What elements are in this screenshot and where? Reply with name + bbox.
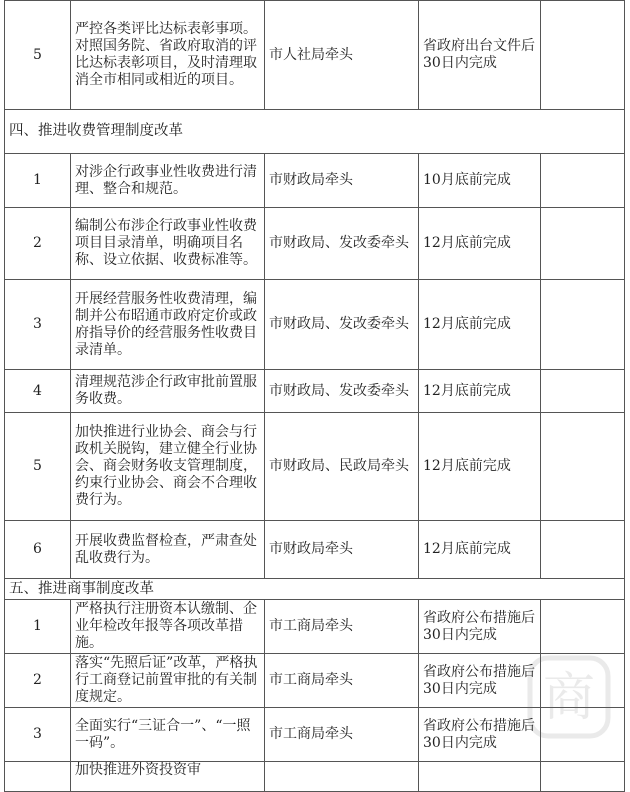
- task-description: 对涉企行政事业性收费进行清理、整合和规范。: [71, 154, 265, 208]
- note: [541, 521, 625, 579]
- note: [541, 154, 625, 208]
- task-description: 落实“先照后证”改革，严格执行工商登记前置审批的有关制度规定。: [71, 654, 265, 708]
- row-number: 1: [5, 600, 71, 654]
- note: [541, 600, 625, 654]
- deadline: 12月底前完成: [419, 280, 541, 370]
- watermark-glyph: 商: [542, 668, 596, 728]
- row-number: 5: [5, 1, 71, 110]
- note: [541, 280, 625, 370]
- note: [541, 762, 625, 792]
- section-heading-row: [5, 579, 625, 600]
- section-title: 五、推进商事制度改革: [5, 579, 625, 600]
- task-description: 严控各类评比达标表彰事项。对照国务院、省政府取消的评比达标表彰项目，及时清理取消全市相同或相近的项目。: [71, 1, 265, 110]
- row-number: 2: [5, 208, 71, 280]
- section-title: 四、推进收费管理制度改革: [5, 110, 625, 154]
- deadline: 12月底前完成: [419, 413, 541, 521]
- row-number: 3: [5, 280, 71, 370]
- table-row: [5, 1, 625, 110]
- deadline: 省政府出台文件后30日内完成: [419, 1, 541, 110]
- row-number: 1: [5, 154, 71, 208]
- table-row: [5, 370, 625, 413]
- note: [541, 208, 625, 280]
- deadline: [419, 762, 541, 792]
- lead-department: 市财政局牵头: [265, 521, 419, 579]
- note: [541, 370, 625, 413]
- lead-department: 市工商局牵头: [265, 708, 419, 762]
- task-description: 开展收费监督检查，严肃查处乱收费行为。: [71, 521, 265, 579]
- lead-department: 市财政局、发改委牵头: [265, 208, 419, 280]
- table-row: [5, 600, 625, 654]
- deadline: 省政府公布措施后30日内完成: [419, 654, 541, 708]
- table-row: [5, 280, 625, 370]
- table-row: [5, 208, 625, 280]
- task-description: 全面实行“三证合一”、“一照一码”。: [71, 708, 265, 762]
- lead-department: 市人社局牵头: [265, 1, 419, 110]
- lead-department: 市工商局牵头: [265, 654, 419, 708]
- lead-department: 市财政局、发改委牵头: [265, 280, 419, 370]
- deadline: 省政府公布措施后30日内完成: [419, 600, 541, 654]
- row-number: [5, 762, 71, 792]
- task-description: 编制公布涉企行政事业性收费项目目录清单，明确项目名称、设立依据、收费标准等。: [71, 208, 265, 280]
- row-number: 6: [5, 521, 71, 579]
- deadline: 10月底前完成: [419, 154, 541, 208]
- row-number: 3: [5, 708, 71, 762]
- row-number: 2: [5, 654, 71, 708]
- lead-department: 市财政局、民政局牵头: [265, 413, 419, 521]
- table-row: [5, 154, 625, 208]
- row-number: 4: [5, 370, 71, 413]
- deadline: 12月底前完成: [419, 370, 541, 413]
- lead-department: [265, 762, 419, 792]
- task-description: 清理规范涉企行政审批前置服务收费。: [71, 370, 265, 413]
- task-description: 加快推进外资投资审: [71, 762, 265, 792]
- lead-department: 市财政局牵头: [265, 154, 419, 208]
- deadline: 省政府公布措施后30日内完成: [419, 708, 541, 762]
- note: [541, 413, 625, 521]
- watermark-logo: [527, 655, 611, 739]
- task-description: 加快推进行业协会、商会与行政机关脱钩，建立健全行业协会、商会财务收支管理制度，约束行业协会、商会不合理收费行为。: [71, 413, 265, 521]
- deadline: 12月底前完成: [419, 208, 541, 280]
- table-row: [5, 521, 625, 579]
- lead-department: 市工商局牵头: [265, 600, 419, 654]
- row-number: 5: [5, 413, 71, 521]
- table-row: [5, 413, 625, 521]
- note: [541, 1, 625, 110]
- task-description: 开展经营服务性收费清理，编制并公布昭通市政府定价或政府指导价的经营服务性收费目录清单。: [71, 280, 265, 370]
- task-description: 严格执行注册资本认缴制、企业年检改年报等各项改革措施。: [71, 600, 265, 654]
- section-heading-row: [5, 110, 625, 154]
- table-row: [5, 762, 625, 792]
- deadline: 12月底前完成: [419, 521, 541, 579]
- lead-department: 市财政局、发改委牵头: [265, 370, 419, 413]
